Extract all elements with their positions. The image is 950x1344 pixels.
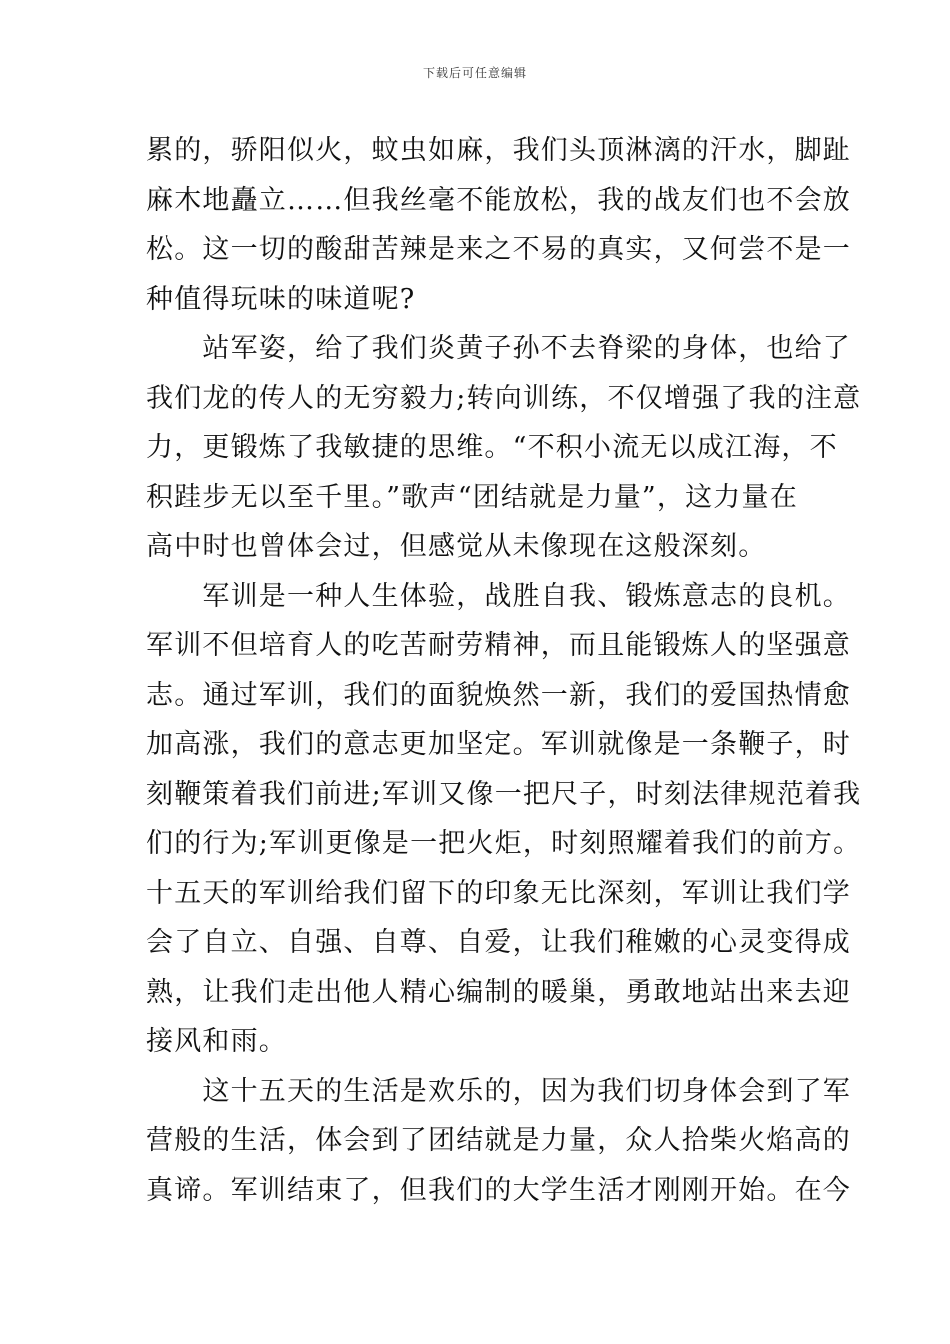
document-body xyxy=(146,126,862,1215)
text-line: 刻鞭策着我们前进;军训又像一把尺子，时刻法律规范着我 xyxy=(146,778,862,810)
text-line: 军训不但培育人的吃苦耐劳精神，而且能锻炼人的坚强意 xyxy=(146,630,851,661)
paragraph xyxy=(146,324,862,572)
text-line: 累的，骄阳似火，蚊虫如麻，我们头顶淋漓的汗水，脚趾 xyxy=(146,135,851,166)
text-line: 军训是一种人生体验，战胜自我、锻炼意志的良机。 xyxy=(146,580,851,612)
text-line: 高中时也曾体会过，但感觉从未像现在这般深刻。 xyxy=(146,531,767,562)
text-line: 志。通过军训，我们的面貌焕然一新，我们的爱国热情愈 xyxy=(146,679,851,711)
paragraph xyxy=(146,572,862,1067)
text-line: 接风和雨。 xyxy=(146,1026,287,1057)
text-line: 真谛。军训结束了，但我们的大学生活才刚刚开始。在今 xyxy=(146,1174,851,1206)
paragraph xyxy=(146,1067,851,1216)
text-line: 种值得玩味的味道呢? xyxy=(146,283,416,315)
text-line: 十五天的军训给我们留下的印象无比深刻，军训让我们学 xyxy=(146,877,851,909)
text-line: 松。这一切的酸甜苦辣是来之不易的真实，又何尝不是一 xyxy=(146,234,851,265)
text-line: 我们龙的传人的无穷毅力;转向训练，不仅增强了我的注意 xyxy=(146,382,862,414)
page-header: 下载后可任意编辑 xyxy=(422,66,527,80)
text-line: 麻木地矗立……但我丝毫不能放松，我的战友们也不会放 xyxy=(146,184,851,216)
text-line: 们的行为;军训更像是一把火炬，时刻照耀着我们的前方。 xyxy=(146,828,862,859)
text-line: 营般的生活，体会到了团结就是力量，众人拾柴火焰高的 xyxy=(146,1125,851,1156)
text-line: 积跬步无以至千里。”歌声“团结就是力量”，这力量在 xyxy=(146,481,798,513)
text-line: 加高涨，我们的意志更加坚定。军训就像是一条鞭子，时 xyxy=(146,729,851,760)
text-line: 这十五天的生活是欢乐的，因为我们切身体会到了军 xyxy=(146,1075,851,1107)
text-line: 力，更锻炼了我敏捷的思维。“不积小流无以成江海，不 xyxy=(146,432,838,463)
text-line: 站军姿，给了我们炎黄子孙不去脊梁的身体，也给了 xyxy=(146,333,851,364)
paragraph xyxy=(146,126,851,324)
text-line: 会了自立、自强、自尊、自爱，让我们稚嫩的心灵变得成 xyxy=(146,927,851,958)
text-line: 熟，让我们走出他人精心编制的暖巢，勇敢地站出来去迎 xyxy=(146,976,851,1008)
